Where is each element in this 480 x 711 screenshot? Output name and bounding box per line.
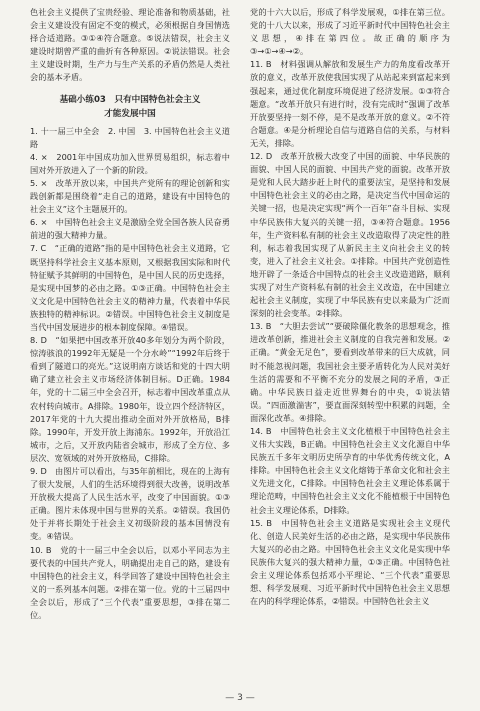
answer-item-10-continued: 党的十六大以后，形成了科学发展观，①排在第三位。党的十八大以来，形成了习近平新时代中国特色社会主义思想，④排在第四位。故正确的顺序为③→①→④→②。: [250, 7, 450, 57]
answer-item-8: 8. D “如果把中国改革开放40多年划分为两个阶段，惊涛骇浪的1992年无疑是一个分水岭”“1992年后终于看到了隧道口的亮光。”这说明南方谈话和党的十四大明确了建立社会主义市场经济体制目标。D正确。1984年，党的十二届三中全会召开，标志着中国改革重点从农村转向城市。A排除。1980年，设立四个经济特区，2017年党的十九大提出推动全面对外开放格局，B排除。1990年，开发开放上海浦东。1992年，开放沿江城市，之后，又开放内陆省会城市，形成了全方位、多层次、宽领域的对外开放格局，C排除。: [30, 335, 230, 463]
intro-paragraph: 色社会主义提供了宝贵经验、理论准备和物质基础，社会主义建设没有固定不变的模式，必须根据自身国情选择合适道路。③①④符合题意。⑤说法错误，社会主义建设时期曾严重的曲折有各种原因。②说法错误。社会主义建设时期，生产力与生产关系的矛盾仍然是人类社会的基本矛盾。: [30, 7, 230, 83]
section-heading-line-2: 才能发展中国: [104, 108, 156, 119]
answer-item-12: 12. D 改革开放极大改变了中国的面貌、中华民族的面貌、中国人民的面貌、中国共产党的面貌。改革开放是党和人民大踏步赶上时代的重要法宝，是坚持和发展中国特色社会主义的必由之路，是决定当代中国命运的关键一招，也是决定实现“两个一百年”奋斗目标、实现中华民族伟大复兴的关键一招，③④符合题意。1956年，生产资料私有制的社会主义改造取得了决定性的胜利，标志着我国实现了从新民主主义向社会主义的转变，进入了社会主义社会。①排除。中国共产党创造性地开辟了一条适合中国特点的社会主义改造道路，顺利实现了对生产资料私有制的社会主义改造，在中国建立起社会主义制度，实现了中华民族有史以来最为广泛而深刻的社会变革。②排除。: [250, 151, 450, 319]
answer-item-1-3: 1. 十一届三中全会 2. 中国 3. 中国特色社会主义道路: [30, 125, 230, 149]
answer-item-13: 13. B “大胆去尝试”“要破除僵化教条的思想观念，推进改革创新，推进社会主义制度的自我完善和发展。②正确。“黄金无足色”，要看到改革带来的巨大成就，同时不能忽视问题，我国社会主要矛盾转化为人民对美好生活的需要和不平衡不充分的发展之间的矛盾，③正确。中华民族日益走近世界舞台的中央，①说法错误。“四面激湍害”，要直面深刻转型中积累的问题，全面深化改革。④排除。: [250, 321, 450, 423]
answer-item-9: 9. D 由图片可以看出，与35年前相比，现在的上海有了很大发展，人们的生活环境得到很大改善，说明改革开放极大提高了人民生活水平，改变了中国面貌。①③正确。图片未体现中国与世界的关系。②错误。我国仍处于并将长期处于社会主义初级阶段的基本国情没有变。④错误。: [30, 466, 230, 542]
right-column: [250, 6, 450, 622]
left-column: [30, 6, 230, 622]
answer-item-4: 4. × 2001年中国成功加入世界贸易组织，标志着中国对外开放进入了一个新的阶段。: [30, 151, 230, 175]
section-heading-line-1: 基础小练03 只有中国特色社会主义: [59, 94, 201, 105]
section-heading: [30, 93, 230, 121]
answer-item-5: 5. × 改革开放以来，中国共产党所有的理论创新和实践创新都是围绕着“走自己的道路，建设有中国特色的社会主义”这个主题展开的。: [30, 177, 230, 215]
answer-item-11: 11. B 材料强调从解放和发展生产力的角度看改革开放的意义，改革开放使我国实现了从站起来到富起来到强起来，通过优化制度环境促进了经济发展。①③符合题意。“改革开放只有进行时，没有完成时”强调了改革开放要坚持一刻不停，是不是改革开放的意义。②不符合题意。④是分析理论自信与道路自信的关系，与材料无关，排除。: [250, 59, 450, 148]
answer-item-6: 6. × 中国特色社会主义是激励全党全国各族人民奋勇前进的强大精神力量。: [30, 217, 230, 241]
answer-item-14: 14. B 中国特色社会主义文化植根于中国特色社会主义伟大实践，B正确。中国特色社会主义文化源自中华民族五千多年文明历史所孕育的中华优秀传统文化，A排除。中国特色社会主义文化熔铸于革命文化和社会主义先进文化，C排除。中国特色社会主义理论体系属于理论范畴，中国特色社会主义文化不能植根于中国特色社会主义理论体系，D排除。: [250, 426, 450, 515]
answer-item-15: 15. B 中国特色社会主义道路是实现社会主义现代化、创造人民美好生活的必由之路，是实现中华民族伟大复兴的必由之路。中国特色社会主义文化是实现中华民族伟大复兴的强大精神力量，①③正确。中国特色社会主义理论体系包括邓小平理论、“三个代表”重要思想、科学发展观、习近平新时代中国特色社会主义思想在内的科学理论体系，②错误。中国特色社会主义: [250, 517, 450, 607]
page-number: — 3 —: [225, 693, 255, 703]
answer-item-7: 7. C “正确的道路”指的是中国特色社会主义道路，它既坚持科学社会主义基本原则，又根据我国实际和时代特征赋予其鲜明的中国特色，是中国人民的历史选择，是实现中国梦的必由之路。①③正确。中国特色社会主义文化是中国特色社会主义的精神力量，代表着中华民族独特的精神标识。②错误。中国特色社会主义制度是当代中国发展进步的根本制度保障。④错误。: [30, 243, 230, 332]
answer-item-10: 10. B 党的十一届三中全会以后，以邓小平同志为主要代表的中国共产党人，明确提出走自己的路，建设有中国特色的社会主义，科学回答了建设中国特色社会主义的一系列基本问题。②排在第一位。党的十三届四中全会以后，形成了“三个代表”重要思想，③排在第二位。: [30, 544, 230, 621]
two-column-layout: [30, 6, 450, 622]
